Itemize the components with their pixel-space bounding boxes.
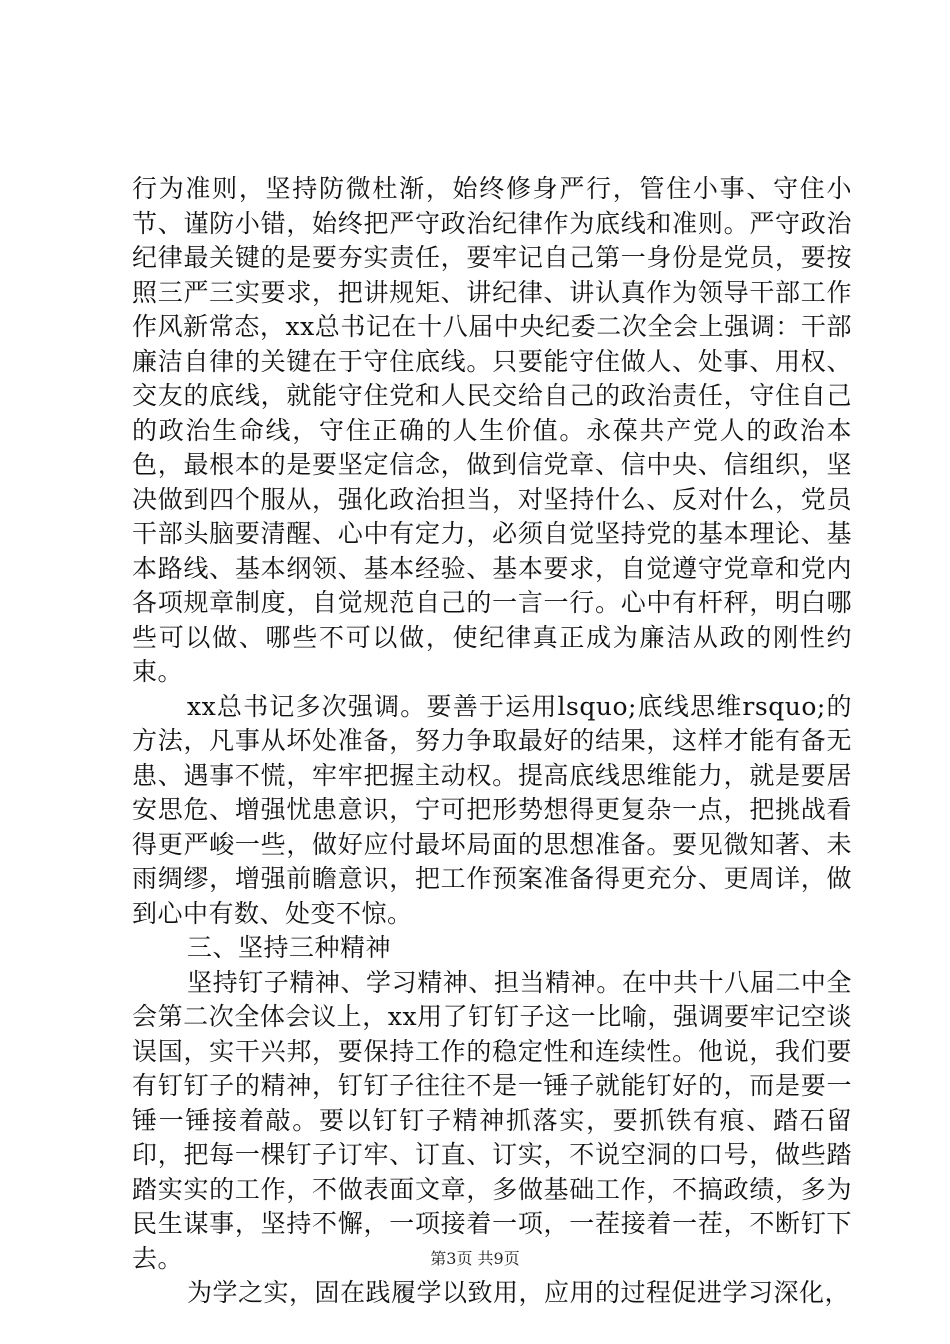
paragraph-1: 行为准则，坚持防微杜渐，始终修身严行，管住小事、守住小节、谨防小错，始终把严守政治纪律作为底线和准则。严守政治纪律最关键的是要夯实责任，要牢记自己第一身份是党员，要按照三严三实要求，把讲规矩、讲纪律、讲认真作为领导干部工作作风新常态，xx总书记在十八届中央纪委二次全会上强调：干部廉洁自律的关键在于守住底线。只要能守住做人、处事、用权、交友的底线，就能守住党和人民交给自己的政治责任，守住自己的政治生命线，守住正确的人生价值。永葆共产党人的政治本色，最根本的是要坚定信念，做到信党章、信中央、信组织，坚决做到四个服从，强化政治担当，对坚持什么、反对什么，党员干部头脑要清醒、心中有定力，必须自觉坚持党的基本理论、基本路线、基本纲领、基本经验、基本要求，自觉遵守党章和党内各项规章制度，自觉规范自己的一言一行。心中有杆秤，明白哪些可以做、哪些不可以做，使纪律真正成为廉洁从政的刚性约束。 [132,174,852,686]
paragraph-3: 坚持钉子精神、学习精神、担当精神。在中共十八届二中全会第二次全体会议上，xx用了钉钉子这一比喻，强调要牢记空谈误国，实干兴邦，要保持工作的稳定性和连续性。他说，我们要有钉钉子的精神，钉钉子往往不是一锤子就能钉好的，而是要一锤一锤接着敲。要以钉钉子精神抓落实，要抓铁有痕、踏石留印，把每一棵钉子订牢、订直、订实，不说空洞的口号，做些踏踏实实的工作，不做表面文章，多做基础工作，不搞政绩，多为民生谋事，坚持不懈，一项接着一项，一茬接着一茬，不断钉下去。 [132,967,852,1273]
page-footer [0,1246,950,1269]
paragraph-4: 为学之实，固在践履学以致用，应用的过程促进学习深化， [187,1278,851,1307]
paragraph-2: xx总书记多次强调。要善于运用lsquo;底线思维rsquo;的方法，凡事从坏处准备，努力争取最好的结果，这样才能有备无患、遇事不慌，牢牢把握主动权。提高底线思维能力，就是要居安思危、增强忧患意识，宁可把形势想得更复杂一点，把挑战看得更严峻一些，做好应付最坏局面的思想准备。要见微知著、未雨绸缪，增强前瞻意识，把工作预案准备得更充分、更周详，做到心中有数、处变不惊。 [132,691,852,928]
document-body [132,172,852,1311]
page-number: 第3页 共9页 [430,1249,520,1268]
section-heading: 三、坚持三种精神 [187,933,392,962]
